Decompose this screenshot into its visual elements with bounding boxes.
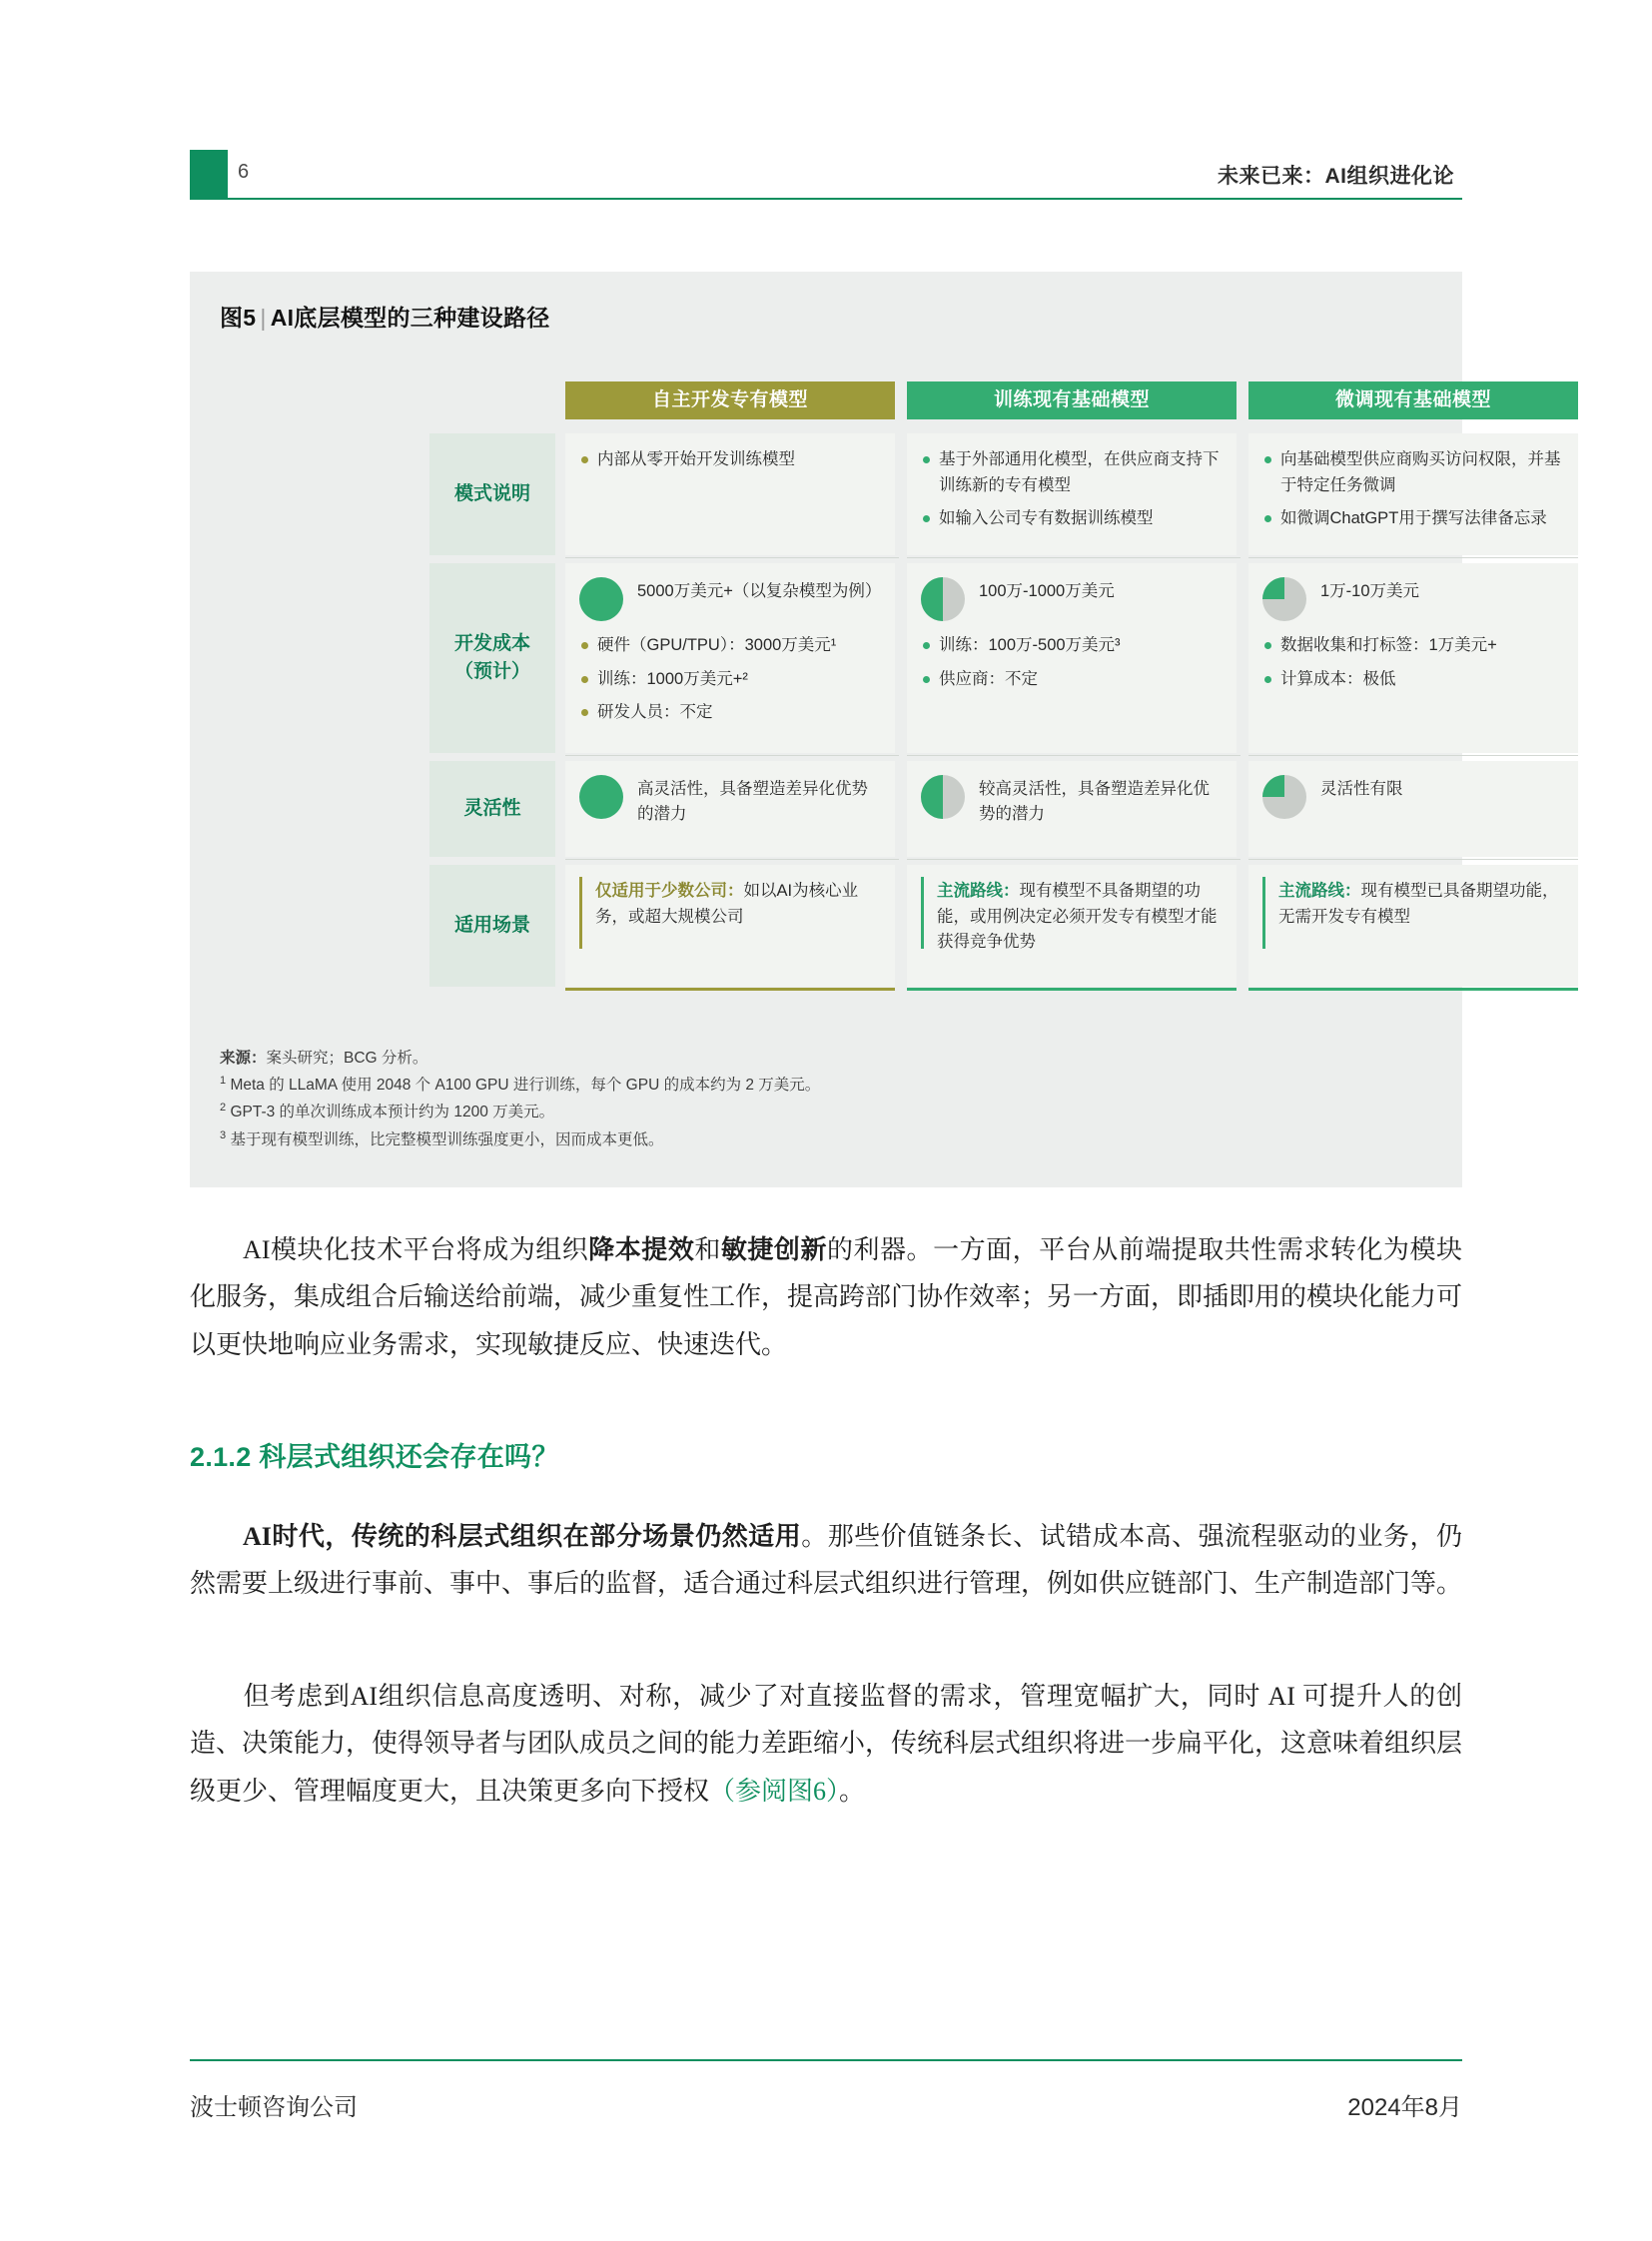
pie-chart-flex-finetune (1262, 775, 1306, 819)
column-footer-bar-finetune (1248, 988, 1578, 991)
text-run: 的利器。一方面，平台从前端提取共性需求转化为模块化服务，集成组合后输送给前端，减少重复性工作，提高跨部门协作效率；另一方面，即插即用的模块化能力可以更快地响应业务需求，实现敏捷反应、快速迭代。 (190, 1235, 1463, 1359)
footer-company: 波士顿咨询公司 (190, 2094, 358, 2121)
cell-cost-finetune (1248, 563, 1578, 753)
row-label-cost (429, 563, 555, 753)
page-number: 6 (238, 161, 250, 183)
cell-cost-own (565, 563, 895, 753)
bullet: 供应商：不定 (921, 667, 1221, 693)
bullet: 基于外部通用化模型，在供应商支持下训练新的专有模型 (921, 447, 1221, 498)
footnote-text: 基于现有模型训练，比完整模型训练强度更小，因而成本更低。 (230, 1130, 664, 1148)
text-run-bold: 降本提效 (588, 1235, 695, 1264)
header-divider (190, 198, 1462, 200)
row-divider (565, 557, 1578, 558)
bullet: 如输入公司专有数据训练模型 (921, 506, 1221, 532)
source-label: 来源： (220, 1050, 267, 1068)
document-title: 未来已来：AI组织进化论 (1218, 165, 1454, 188)
cell-flexibility-train (907, 761, 1237, 857)
pie-chart-cost-finetune (1262, 577, 1306, 621)
exhibit-title (220, 300, 550, 333)
accent-line (579, 877, 582, 949)
bullet: 训练：100万-500万美元³ (921, 633, 1221, 659)
cell-flexibility-finetune (1248, 761, 1578, 857)
usecase-lead: 主流路线： (937, 882, 1020, 900)
text-run: 。 (839, 1776, 866, 1806)
footnote-text: GPT-3 的单次训练成本预计约为 1200 万美元。 (230, 1104, 555, 1121)
usecase-lead: 仅适用于少数公司： (595, 882, 744, 900)
usecase-text: 现有模型不具备期望的功能，或用例决定必须开发专有模型才能获得竞争优势 (937, 882, 1218, 952)
footnote-text: Meta 的 LLaMA 使用 2048 个 A100 GPU 进行训练，每个 GPU 的成本约为 2 万美元。 (230, 1077, 821, 1095)
column-header-train-model: 训练现有基础模型 (907, 381, 1237, 419)
column-footer-bar-own (565, 988, 895, 991)
text-run-bold: 敏捷创新 (720, 1235, 827, 1264)
pie-chart-flex-own (579, 775, 623, 819)
text-run: 但考虑到AI组织信息高度透明、对称，减少了对直接监督的需求，管理宽幅扩大，同时 AI 可提升人的创造、决策能力，使得领导者与团队成员之间的能力差距缩小，传统科层式组织将进一步扁平化，这意味着组织层级更少、管理幅度更大，且决策更多向下授权 (190, 1682, 1463, 1806)
cell-flexibility-own (565, 761, 895, 857)
row-label-usecase: 适用场景 (429, 865, 555, 987)
bullet: 数据收集和打标签：1万美元+ (1262, 633, 1562, 659)
row-label-description: 模式说明 (429, 433, 555, 555)
row-label-cost-line2: （预计） (453, 661, 530, 682)
text-run-bold: AI时代，传统的科层式组织在部分场景仍然适用 (190, 1522, 802, 1551)
row-label-flexibility: 灵活性 (429, 761, 555, 857)
source-line (220, 1045, 820, 1072)
bullet: 训练：1000万美元+² (579, 667, 879, 693)
bullet: 向基础模型供应商购买访问权限，并基于特定任务微调 (1262, 447, 1562, 498)
exhibit-figure-5 (190, 272, 1561, 1187)
pie-chart-flex-train (921, 775, 965, 819)
column-gap (1240, 433, 1248, 988)
header-accent-bar (190, 150, 228, 198)
pie-label: 100万-1000万美元 (979, 582, 1115, 600)
usecase-text: 现有模型已具备期望功能，无需开发专有模型 (1278, 882, 1559, 926)
footnote-marker: 2 (220, 1102, 227, 1115)
exhibit-title-text: AI底层模型的三种建设路径 (270, 305, 550, 331)
usecase-text: 如以AI为核心业务，或超大规模公司 (595, 882, 859, 926)
row-divider (565, 859, 1578, 860)
accent-line (1262, 877, 1265, 949)
cell-usecase-train (907, 865, 1237, 987)
accent-line (921, 877, 924, 949)
cell-cost-train (907, 563, 1237, 753)
page-header (190, 150, 1462, 198)
text-run: AI模块化技术平台将成为组织 (190, 1235, 589, 1264)
pie-chart-cost-train (921, 577, 965, 621)
pie-label: 高灵活性，具备塑造差异化优势的潜力 (637, 780, 868, 823)
column-header-finetune-model: 微调现有基础模型 (1248, 381, 1578, 419)
footer-date: 2024年8月 (1347, 2094, 1462, 2121)
footnote-2 (220, 1099, 820, 1125)
column-gap (555, 433, 565, 988)
exhibit-label: 图5 (220, 305, 257, 331)
exhibit-separator: | (260, 305, 267, 331)
pie-label: 5000万美元+（以复杂模型为例） (637, 582, 882, 600)
paragraph-hierarchy-applicable (190, 1513, 1462, 1608)
pie-chart-cost-own (579, 577, 623, 621)
row-label-cost-line1: 开发成本 (453, 633, 530, 655)
column-header-own-model: 自主开发专有模型 (565, 381, 895, 419)
cell-description-train (907, 433, 1237, 555)
footnote-1 (220, 1072, 820, 1099)
row-divider (565, 755, 1578, 756)
pie-label: 灵活性有限 (1320, 780, 1403, 798)
pie-label: 较高灵活性，具备塑造差异化优势的潜力 (979, 780, 1210, 823)
bullet: 如微调ChatGPT用于撰写法律备忘录 (1262, 506, 1562, 532)
text-run: 。那些价值链条长、试错成本高、强流程驱动的业务，仍然需要上级进行事前、事中、事后的监督，适合通过科层式组织进行管理，例如供应链部门、生产制造部门等。 (190, 1522, 1463, 1599)
paragraph-modular-platform (190, 1226, 1462, 1368)
bullet: 内部从零开始开发训练模型 (579, 447, 879, 473)
footnote-marker: 1 (220, 1075, 227, 1088)
footnote-3 (220, 1126, 820, 1153)
source-text: 案头研究；BCG 分析。 (266, 1050, 428, 1068)
cell-usecase-finetune (1248, 865, 1578, 987)
exhibit-source-notes (220, 1045, 820, 1153)
cross-reference-figure-6[interactable]: （参阅图6） (709, 1776, 840, 1806)
text-run: 和 (694, 1235, 721, 1264)
bullet: 硬件（GPU/TPU）：3000万美元¹ (579, 633, 879, 659)
cell-description-finetune (1248, 433, 1578, 555)
section-heading-2-1-2: 2.1.2 科层式组织还会存在吗？ (190, 1442, 559, 1472)
paragraph-flattening (190, 1673, 1462, 1815)
bullet: 研发人员：不定 (579, 700, 879, 726)
footer-divider (190, 2059, 1462, 2061)
column-footer-bar-train (907, 988, 1237, 991)
column-gap (899, 433, 907, 988)
pie-label: 1万-10万美元 (1320, 582, 1420, 600)
cell-description-own (565, 433, 895, 555)
bullet: 计算成本：极低 (1262, 667, 1562, 693)
usecase-lead: 主流路线： (1278, 882, 1361, 900)
cell-usecase-own (565, 865, 895, 987)
footnote-marker: 3 (220, 1128, 227, 1141)
